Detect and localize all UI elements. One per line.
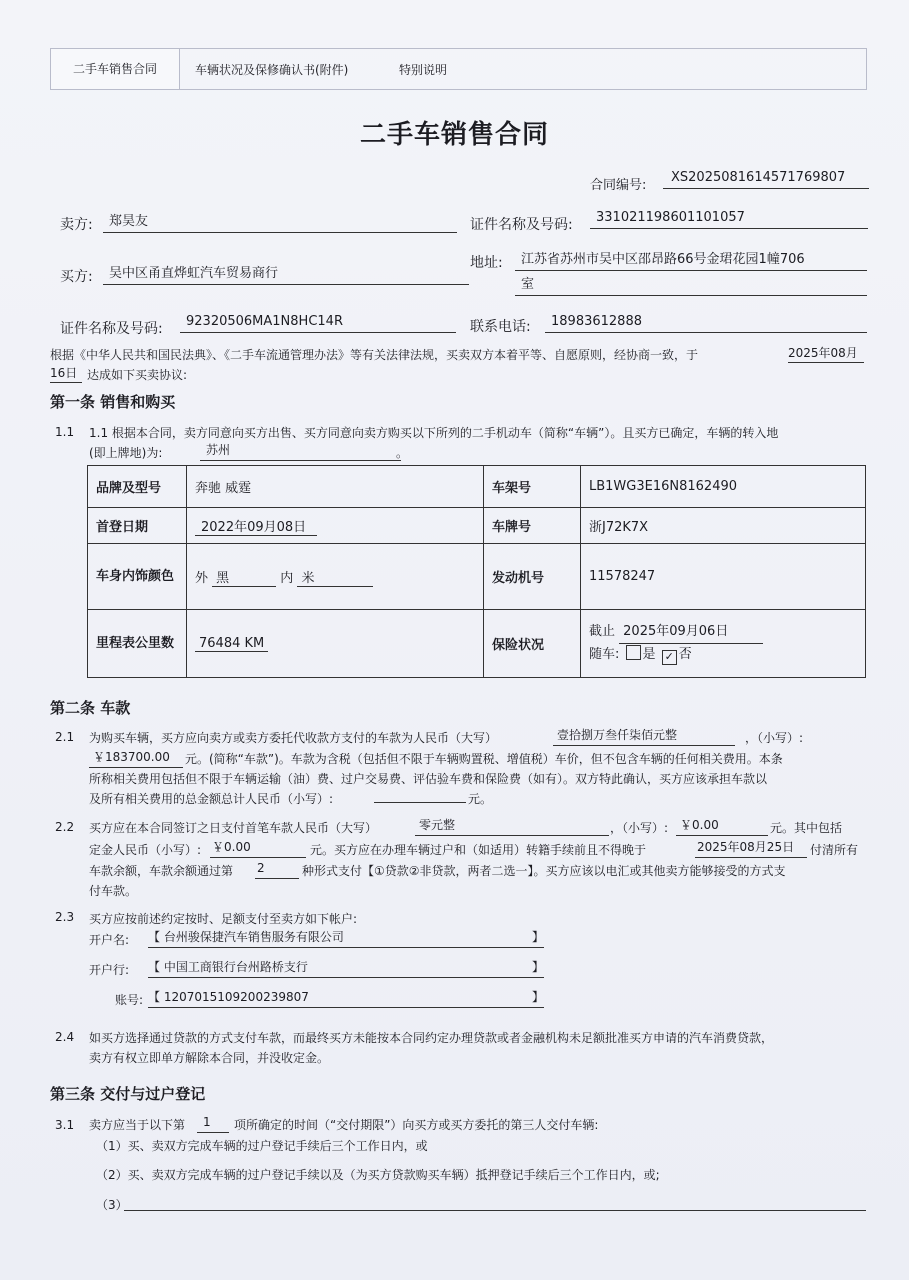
checkbox-no-checked-icon[interactable]: ✓ [662,650,677,665]
brand-value: 奔驰 威霆 [187,466,484,508]
clause-2-2-text-f: 付清所有 [810,843,859,857]
clause-3-1-option-3: （3） [96,1198,128,1212]
clause-3-1-option-2: （2）买、卖双方完成车辆的过户登记手续以及（为买方贷款购买车辆）抵押登记手续后三个工作日内，或; [96,1168,660,1182]
engine-label: 发动机号 [484,544,581,610]
clause-2-2-text-i: 付车款。 [89,884,138,898]
account-name-label: 开户名: [89,933,130,947]
contract-no: XS2025081614571769807 [663,168,869,189]
clause-3-1-text-b: 项所确定的时间（“交付期限”）向买方或买方委托的第三人交付车辆: [234,1118,599,1132]
phone-label: 联系电话: [470,319,531,335]
engine-value: 11578247 [581,544,866,610]
section-1-heading: 第一条 销售和购买 [50,393,176,411]
insurance-cell [581,610,866,678]
vin-value: LB1WG3E16N8162490 [581,466,866,508]
address-label: 地址: [470,255,503,271]
clause-2-1-text-c: 元。(简称“车款”)。车款为含税（包括但不限于车辆购置税、增值税）车价，但不包含车辆的任何相关费用。本条 [185,752,783,766]
buyer-id-label: 证件名称及号码: [60,321,163,337]
inner-color-value: 米 [297,567,373,587]
checkbox-yes[interactable] [626,645,641,660]
insurance-until-value: 2025年09月06日 [619,621,763,644]
account-name-field: 【 台州骏保捷汽车销售服务有限公司 】 [148,927,544,948]
clause-1-1-text-2: (即上牌地)为: [89,446,163,460]
tab-bar [50,48,867,90]
payment-method: 2 [255,858,299,879]
intro-text-end: 达成如下买卖协议: [87,368,188,382]
clause-2-2-number: 2.2 [55,820,75,834]
clause-2-1-text-a: 为购买车辆，买方应向卖方或卖方委托代收款方支付的车款为人民币（大写） [89,731,498,745]
phone: 18983612888 [545,312,867,333]
clause-2-1-text-b: ，（小写）: [745,731,804,745]
seller-id: 331021198601101057 [590,208,868,229]
inner-color-label: 内 [280,570,294,586]
seller-label: 卖方: [60,217,93,233]
color-label: 车身内饰颜色 [88,544,187,610]
insurance-label: 保险状况 [484,610,581,678]
clause-2-4-text-a: 如买方选择通过贷款的方式支付车款，而最终买方未能按本合同约定办理贷款或者金融机构未足额批准买方申请的汽车消费贷款， [89,1031,774,1045]
mileage-label: 里程表公里数 [88,610,187,678]
deposit-amount: ￥0.00 [210,837,306,858]
tab-vehicle-condition[interactable]: 车辆状况及保修确认书(附件) [195,63,349,77]
reg-date-value: 2022年09月08日 [195,516,317,536]
clause-2-2-text-e: 元。买方应在办理车辆过户和（如适用）转籍手续前且不得晚于 [310,843,647,857]
account-bank-field: 【 中国工商银行台州路桥支行 】 [148,957,544,978]
account-bank-label: 开户行: [89,963,130,977]
vehicle-info-table [87,465,866,678]
total-fees-blank [374,788,466,803]
section-2-heading: 第二条 车款 [50,699,131,717]
account-name: 台州骏保捷汽车销售服务有限公司 [163,930,344,944]
clause-2-2-text-a: 买方应在本合同签订之日支付首笔车款人民币（大写） [89,821,378,835]
tab-sales-contract[interactable]: 二手车销售合同 [51,49,180,89]
color-cell [187,544,484,610]
clause-3-1-option-1: （1）买、卖双方完成车辆的过户登记手续后三个工作日内，或 [96,1139,428,1153]
clause-2-1-number: 2.1 [55,730,75,744]
insurance-follow-label: 随车: [589,647,620,662]
clause-3-1-text-a: 卖方应当于以下第 [89,1118,186,1132]
reg-date-cell [187,508,484,544]
first-payment-amount: ￥0.00 [676,815,768,836]
outer-color-value: 黑 [212,567,276,587]
reg-date-label: 首登日期 [88,508,187,544]
delivery-item: 1 [197,1112,229,1133]
insurance-until-label: 截止 [589,624,616,639]
clause-2-3-text: 买方应按前述约定按时、足额支付至卖方如下帐户: [89,912,358,926]
section-3-heading: 第三条 交付与过户登记 [50,1085,206,1103]
brand-label: 品牌及型号 [88,466,187,508]
seller-id-label: 证件名称及号码: [470,217,573,233]
clause-1-1-text: 1.1 根据本合同，卖方同意向买方出售、买方同意向卖方购买以下所列的二手机动车（简称“车辆”）。且买方已确定，车辆的转入地 [89,426,779,440]
registration-city: 苏州 [200,440,401,461]
clause-2-2-text-h: 种形式支付【①贷款②非贷款，两者二选一】。买方应该以电汇或其他卖方能够接受的方式支 [302,864,786,878]
buyer-id: 92320506MA1N8HC14R [180,312,456,333]
clause-2-2-text-b: ，（小写）: [610,821,669,835]
account-no-label: 账号: [115,993,144,1007]
clause-1-1-number: 1.1 [55,425,75,439]
clause-3-1-number: 3.1 [55,1118,75,1132]
clause-2-1-text-d: 所称相关费用包括但不限于车辆运输（油）费、过户交易费、评估验车费和保险费（如有）。双方特此确认，买方应该承担车款以 [89,772,768,786]
mileage-unit: KM [244,635,265,651]
clause-2-1-text-f: 元。 [468,792,493,806]
clause-2-1-text-e: 及所有相关费用的总金额总计人民币（小写）: [89,792,334,806]
first-payment-capital: 零元整 [415,815,609,836]
buyer-name: 吴中区甬直烨虹汽车贸易商行 [103,264,469,285]
intro-text: 根据《中华人民共和国民法典》、《二手车流通管理办法》等有关法律法规，买卖双方本着平等、自愿原则，经协商一致，于 [50,348,699,362]
account-bank: 中国工商银行台州路桥支行 [163,960,308,974]
clause-2-4-text-b: 卖方有权立即单方解除本合同，并没收定金。 [89,1051,330,1065]
mileage-number: 76484 [199,635,241,651]
contract-no-label: 合同编号: [590,178,647,193]
clause-2-2-text-d: 定金人民币（小写）: [89,843,202,857]
clause-1-1-end: 。 [396,446,409,460]
plate-label: 车牌号 [484,508,581,544]
clause-2-2-text-g: 车款余额，车款余额通过第 [89,864,234,878]
total-price-capital: 壹拾捌万叁仟柒佰元整 [553,725,735,746]
intro-date-1: 2025年08月 [788,344,864,363]
clause-2-2-text-c: 元。其中包括 [770,821,843,835]
plate-value: 浙J72K7X [581,508,866,544]
account-no-field: 【 1207015109200239807 】 [148,987,544,1008]
insurance-follow-row [589,644,857,666]
clause-3-1-option-3-blank [124,1196,866,1211]
seller-name: 郑昊友 [103,212,457,233]
clause-2-4-number: 2.4 [55,1030,75,1044]
clause-2-3-number: 2.3 [55,910,75,924]
insurance-until-row [589,621,857,644]
buyer-label: 买方: [60,269,93,285]
address-line1: 江苏省苏州市吴中区邵昂路66号金珺花园1幢706 [515,250,867,271]
checkbox-yes-label: 是 [642,647,656,662]
mileage-cell [187,610,484,678]
outer-color-label: 外 [195,570,209,586]
tab-special-notes[interactable]: 特别说明 [399,63,448,77]
vin-label: 车架号 [484,466,581,508]
contract-title: 二手车销售合同 [359,120,549,150]
payment-deadline: 2025年08月25日 [695,837,807,858]
address-line2: 室 [515,275,867,296]
account-no: 1207015109200239807 [163,990,309,1004]
checkbox-no-label: 否 [678,647,692,662]
mileage-value [195,636,268,652]
intro-date-2: 16日 [50,364,82,383]
total-price-amount: ￥183700.00 [89,747,183,768]
